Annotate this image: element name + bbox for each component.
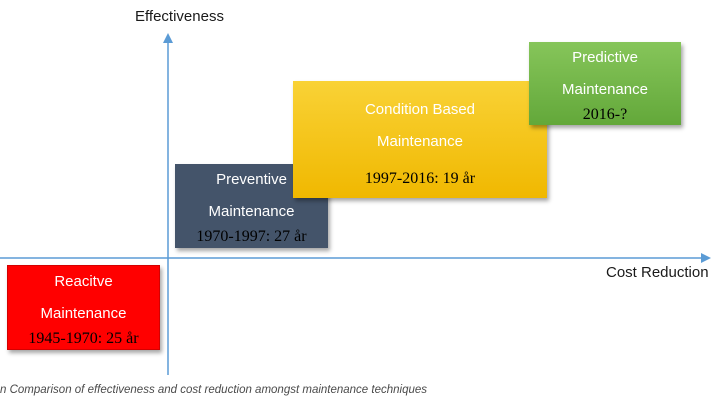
predictive-title-line2: Maintenance [562, 81, 648, 98]
reactive-title-line2: Maintenance [40, 305, 127, 322]
reactive-title-line1: Reacitve [54, 273, 113, 290]
condition-based-maintenance-box [293, 81, 547, 198]
condition-years: 1997-2016: 19 år [364, 170, 476, 187]
figure-caption: n Comparison of effectiveness and cost reduction amongst maintenance techniques [0, 384, 428, 396]
predictive-maintenance-box [529, 42, 681, 125]
preventive-title-line1: Preventive [216, 171, 287, 188]
reactive-maintenance-box [7, 265, 160, 350]
preventive-title-line2: Maintenance [208, 203, 295, 220]
predictive-title-line1: Predictive [572, 49, 638, 66]
reactive-years: 1945-1970: 25 år [28, 330, 139, 347]
y-axis-label: Effectiveness [135, 8, 224, 25]
condition-title-line1: Condition Based [364, 101, 476, 118]
preventive-years: 1970-1997: 27 år [196, 228, 307, 245]
x-axis-label: Cost Reduction [606, 264, 709, 281]
condition-title-line2: Maintenance [377, 133, 463, 150]
predictive-years: 2016-? [582, 106, 628, 123]
